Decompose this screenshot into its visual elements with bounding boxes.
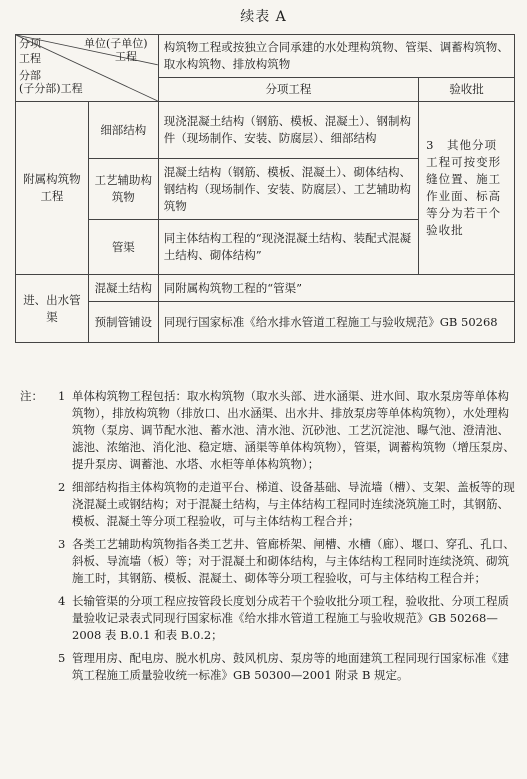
note-number: 2 [58,480,66,494]
top-content-cell: 构筑物工程或按独立合同承建的水处理构筑物、管渠、调蓄构筑物、取水构筑物、排放构筑物 [158,35,514,78]
diag-label-gongcheng: 工程 [19,52,41,65]
note-item [20,536,515,587]
note-text: 长输管渠的分项工程应按管段长度划分成若干个验收批分项工程，验收批、分项工程质量验收记录表式同现行国家标准《给水排水管道工程施工与验收规范》GB 50268—2008 表 B.0.1 和表 B.0.2； [72,594,509,642]
sub-cell-hunningtu: 混凝土结构 [88,275,158,302]
note-item [20,593,515,644]
table-row [16,275,515,302]
diag-label-fenbu: 分部 [19,69,41,82]
sub-cell-yuzhiguan: 预制管铺设 [88,302,158,343]
content-cell: 同附属构筑物工程的“管渠” [158,275,514,302]
group-cell-jinchushui: 进、出水管渠 [16,275,89,343]
note-item [20,650,515,684]
table-row [16,35,515,78]
notes-label: 注： [20,389,43,403]
note-item [20,388,515,473]
note-text: 细部结构指主体构筑物的走道平台、梯道、设备基础、导流墙（槽）、支架、盖板等的现浇混凝土或钢结构；对于混凝土结构，与主体结构工程同时连续浇筑施工时，其钢筋、模板、混凝土等分项工程验收，可与主体结构工程合并； [72,480,515,528]
diag-label-zifenbu: (子分部)工程 [19,82,83,95]
diagonal-header-cell [16,35,159,102]
column-header-fenxiang: 分项工程 [158,77,418,101]
note-number: 4 [58,594,66,608]
group-cell-fushu: 附属构筑物工程 [16,102,89,275]
table-row [16,302,515,343]
column-header-yanshou: 验收批 [419,77,515,101]
note-item [20,479,515,530]
table-row [16,102,515,159]
content-cell: 混凝土结构（钢筋、模板、混凝土）、砌体结构、钢结构（现场制作、安装、防腐层）、工艺辅助构筑物 [158,159,418,220]
notes-section [20,388,515,690]
diag-label-danwei: 单位(子单位) [84,37,148,50]
sub-cell-xibu: 细部结构 [88,102,158,159]
note-number: 5 [58,651,66,665]
note-text: 单体构筑物工程包括：取水构筑物（取水头部、进水涵渠、进水间、取水泵房等单体构筑物），排放构筑物（排放口、出水涵渠、出水井、排放泵房等单体构筑物），水处理构筑物（泵房、调节配水池、蓄水池、清水池、沉砂池、工艺沉淀池、曝气池、澄清池、滤池、浓缩池、消化池、稳定塘、涵渠等单体构筑物），管渠，调蓄构筑物（增压泵房、提升泵房、调蓄池、水塔、水柜等单体构筑物）； [72,389,515,471]
note-text: 管理用房、配电房、脱水机房、鼓风机房、泵房等的地面建筑工程同现行国家标准《建筑工程施工质量验收统一标准》GB 50300—2001 附录 B 规定。 [72,651,509,682]
yanshou-cell: 3 其他分项工程可按变形缝位置、施工作业面、标高等分为若干个验收批 [419,102,515,275]
sub-cell-gongyi: 工艺辅助构筑物 [88,159,158,220]
note-number: 3 [58,537,66,551]
content-cell: 同主体结构工程的“现浇混凝土结构、装配式混凝土结构、砌体结构” [158,220,418,275]
spec-table [15,34,515,343]
diag-label-danwei-gongcheng: 工程 [115,50,137,63]
content-cell: 同现行国家标准《给水排水管道工程施工与验收规范》GB 50268 [158,302,514,343]
note-text: 各类工艺辅助构筑物指各类工艺井、管廊桥架、闸槽、水槽（廊）、堰口、穿孔、孔口、斜板、导流墙（板）等；对于混凝土和砌体结构，与主体结构工程同时连续浇筑、砌筑施工时，其钢筋、模板、混凝土、砌体等分项工程验收，可与主体结构工程合并； [72,537,515,585]
diag-label-fenxiang: 分项 [19,37,41,50]
content-cell: 现浇混凝土结构（钢筋、模板、混凝土）、钢制构件（现场制作、安装、防腐层）、细部结构 [158,102,418,159]
page-title: 续表 A [240,9,287,25]
sub-cell-guanqu: 管渠 [88,220,158,275]
note-number: 1 [58,389,66,403]
